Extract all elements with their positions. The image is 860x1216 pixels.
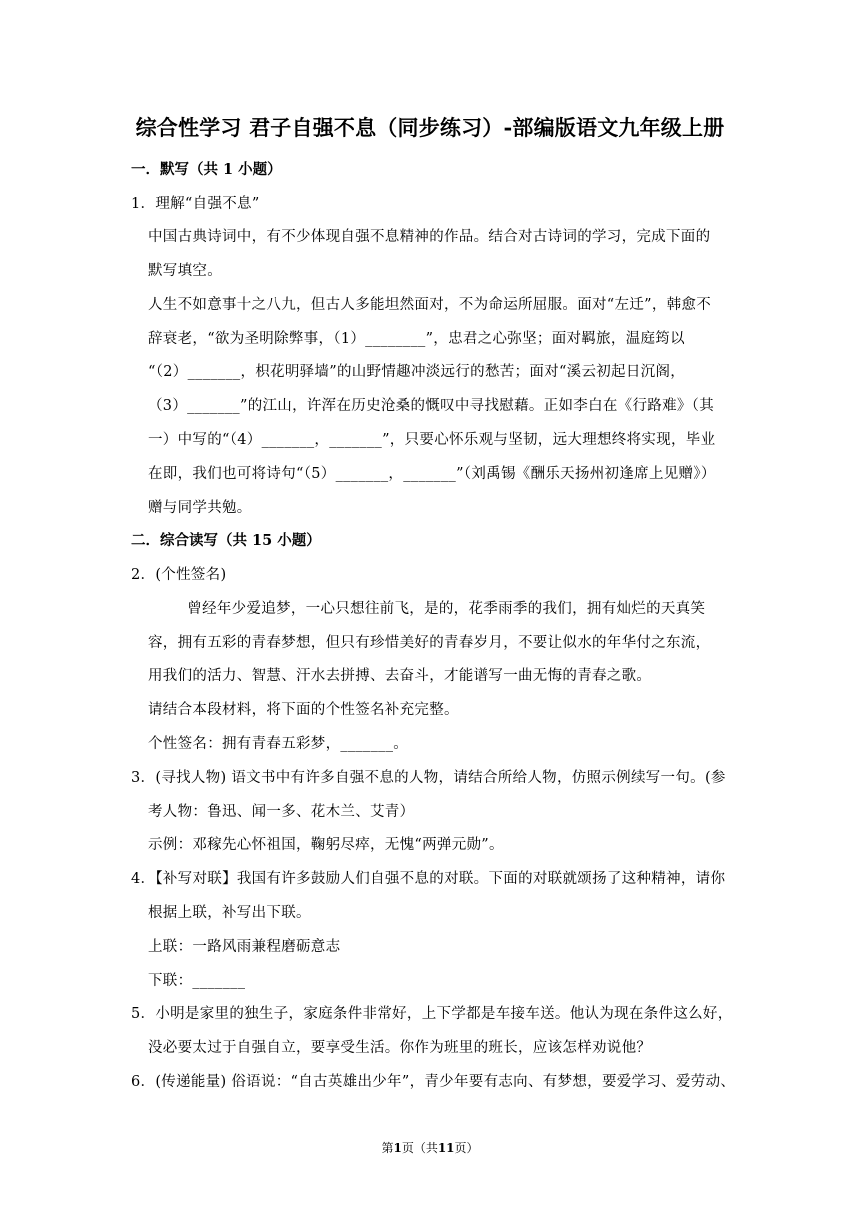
question-2-heading: 2．(个性签名) [131,567,227,583]
question-1-line: 一）中写的“（4）_______，_______”，只要心怀乐观与坚韧，远大理想终将实现，毕业 [148,432,716,448]
question-3-line: 示例：邓稼先心怀祖国，鞠躬尽瘁，无愧“两弹元勋”。 [148,837,504,853]
question-1-line: 在即，我们也可将诗句“（5）_______，_______”（刘禹锡《酬乐天扬州初逢席上见赠》） [148,466,716,482]
question-1-heading: 1．理解“自强不息” [131,196,260,212]
question-1-line: “（2）_______，枳花明驿墙”的山野情趣冲淡远行的愁苦；面对“溪云初起日沉阁， [148,364,686,380]
section-heading-reading-writing: 二．综合读写（共 15 小题） [131,532,321,549]
footer-prefix: 第 [381,1141,394,1155]
question-5-line: 没必要太过于自强自立，要享受生活。你作为班里的班长，应该怎样劝说他？ [148,1040,652,1056]
question-3-line: 考人物：鲁迅、闻一多、花木兰、艾青） [148,804,415,820]
question-2-line: 曾经年少爱追梦，一心只想往前飞，是的，花季雨季的我们，拥有灿烂的天真笑 [148,601,706,617]
footer-page-number: 1 [393,1141,402,1155]
question-6-heading: 6．(传递能量) 俗语说：“自古英雄出少年”，青少年要有志向、有梦想，要爱学习、爱劳动、 [131,1074,736,1090]
section-heading-dictation: 一．默写（共 1 小题） [131,161,282,178]
question-2-line: 用我们的活力、智慧、汗水去拼搏、去奋斗，才能谱写一曲无悔的青春之歌。 [148,668,652,684]
question-1-line: （3）_______”的江山，许浑在历史沧桑的慨叹中寻找慰藉。正如李白在《行路难》（其 [148,398,715,414]
question-4-line: 下联：_______ [148,973,246,989]
footer-suffix: 页） [454,1141,479,1155]
question-2-line: 容，拥有五彩的青春梦想，但只有珍惜美好的青春岁月，不要让似水的年华付之东流， [148,635,711,651]
page-title: 综合性学习 君子自强不息（同步练习）-部编版语文九年级上册 [135,115,725,140]
page-footer [0,1139,860,1156]
question-2-line: 个性签名：拥有青春五彩梦，_______。 [148,736,409,752]
question-4-line: 根据上联，补写出下联。 [148,905,311,921]
question-1-line: 赠与同学共勉。 [148,500,252,516]
question-4-heading: 4．【补写对联】我国有许多鼓励人们自强不息的对联。下面的对联就颂扬了这种精神，请你 [131,871,726,887]
question-1-line: 人生不如意事十之八九，但古人多能坦然面对，不为命运所屈服。面对“左迁”，韩愈不 [148,297,712,313]
footer-total-pages: 11 [437,1141,455,1155]
question-3-heading: 3．(寻找人物) 语文书中有许多自强不息的人物，请结合所给人物，仿照示例续写一句。(参 [131,770,726,786]
question-2-line: 请结合本段材料，将下面的个性签名补充完整。 [148,702,459,718]
footer-middle: 页（共 [401,1141,438,1155]
question-1-line: 中国古典诗词中，有不少体现自强不息精神的作品。结合对古诗词的学习，完成下面的 [148,229,711,245]
question-1-line: 默写填空。 [148,263,222,279]
question-1-line: 辞衰老，“欲为圣明除弊事，（1）________”，忠君之心弥坚；面对羁旅，温庭筠以 [148,331,685,347]
question-4-line: 上联：一路风雨兼程磨砺意志 [148,939,341,955]
question-5-heading: 5．小明是家里的独生子，家庭条件非常好，上下学都是车接车送。他认为现在条件这么好， [131,1006,733,1022]
